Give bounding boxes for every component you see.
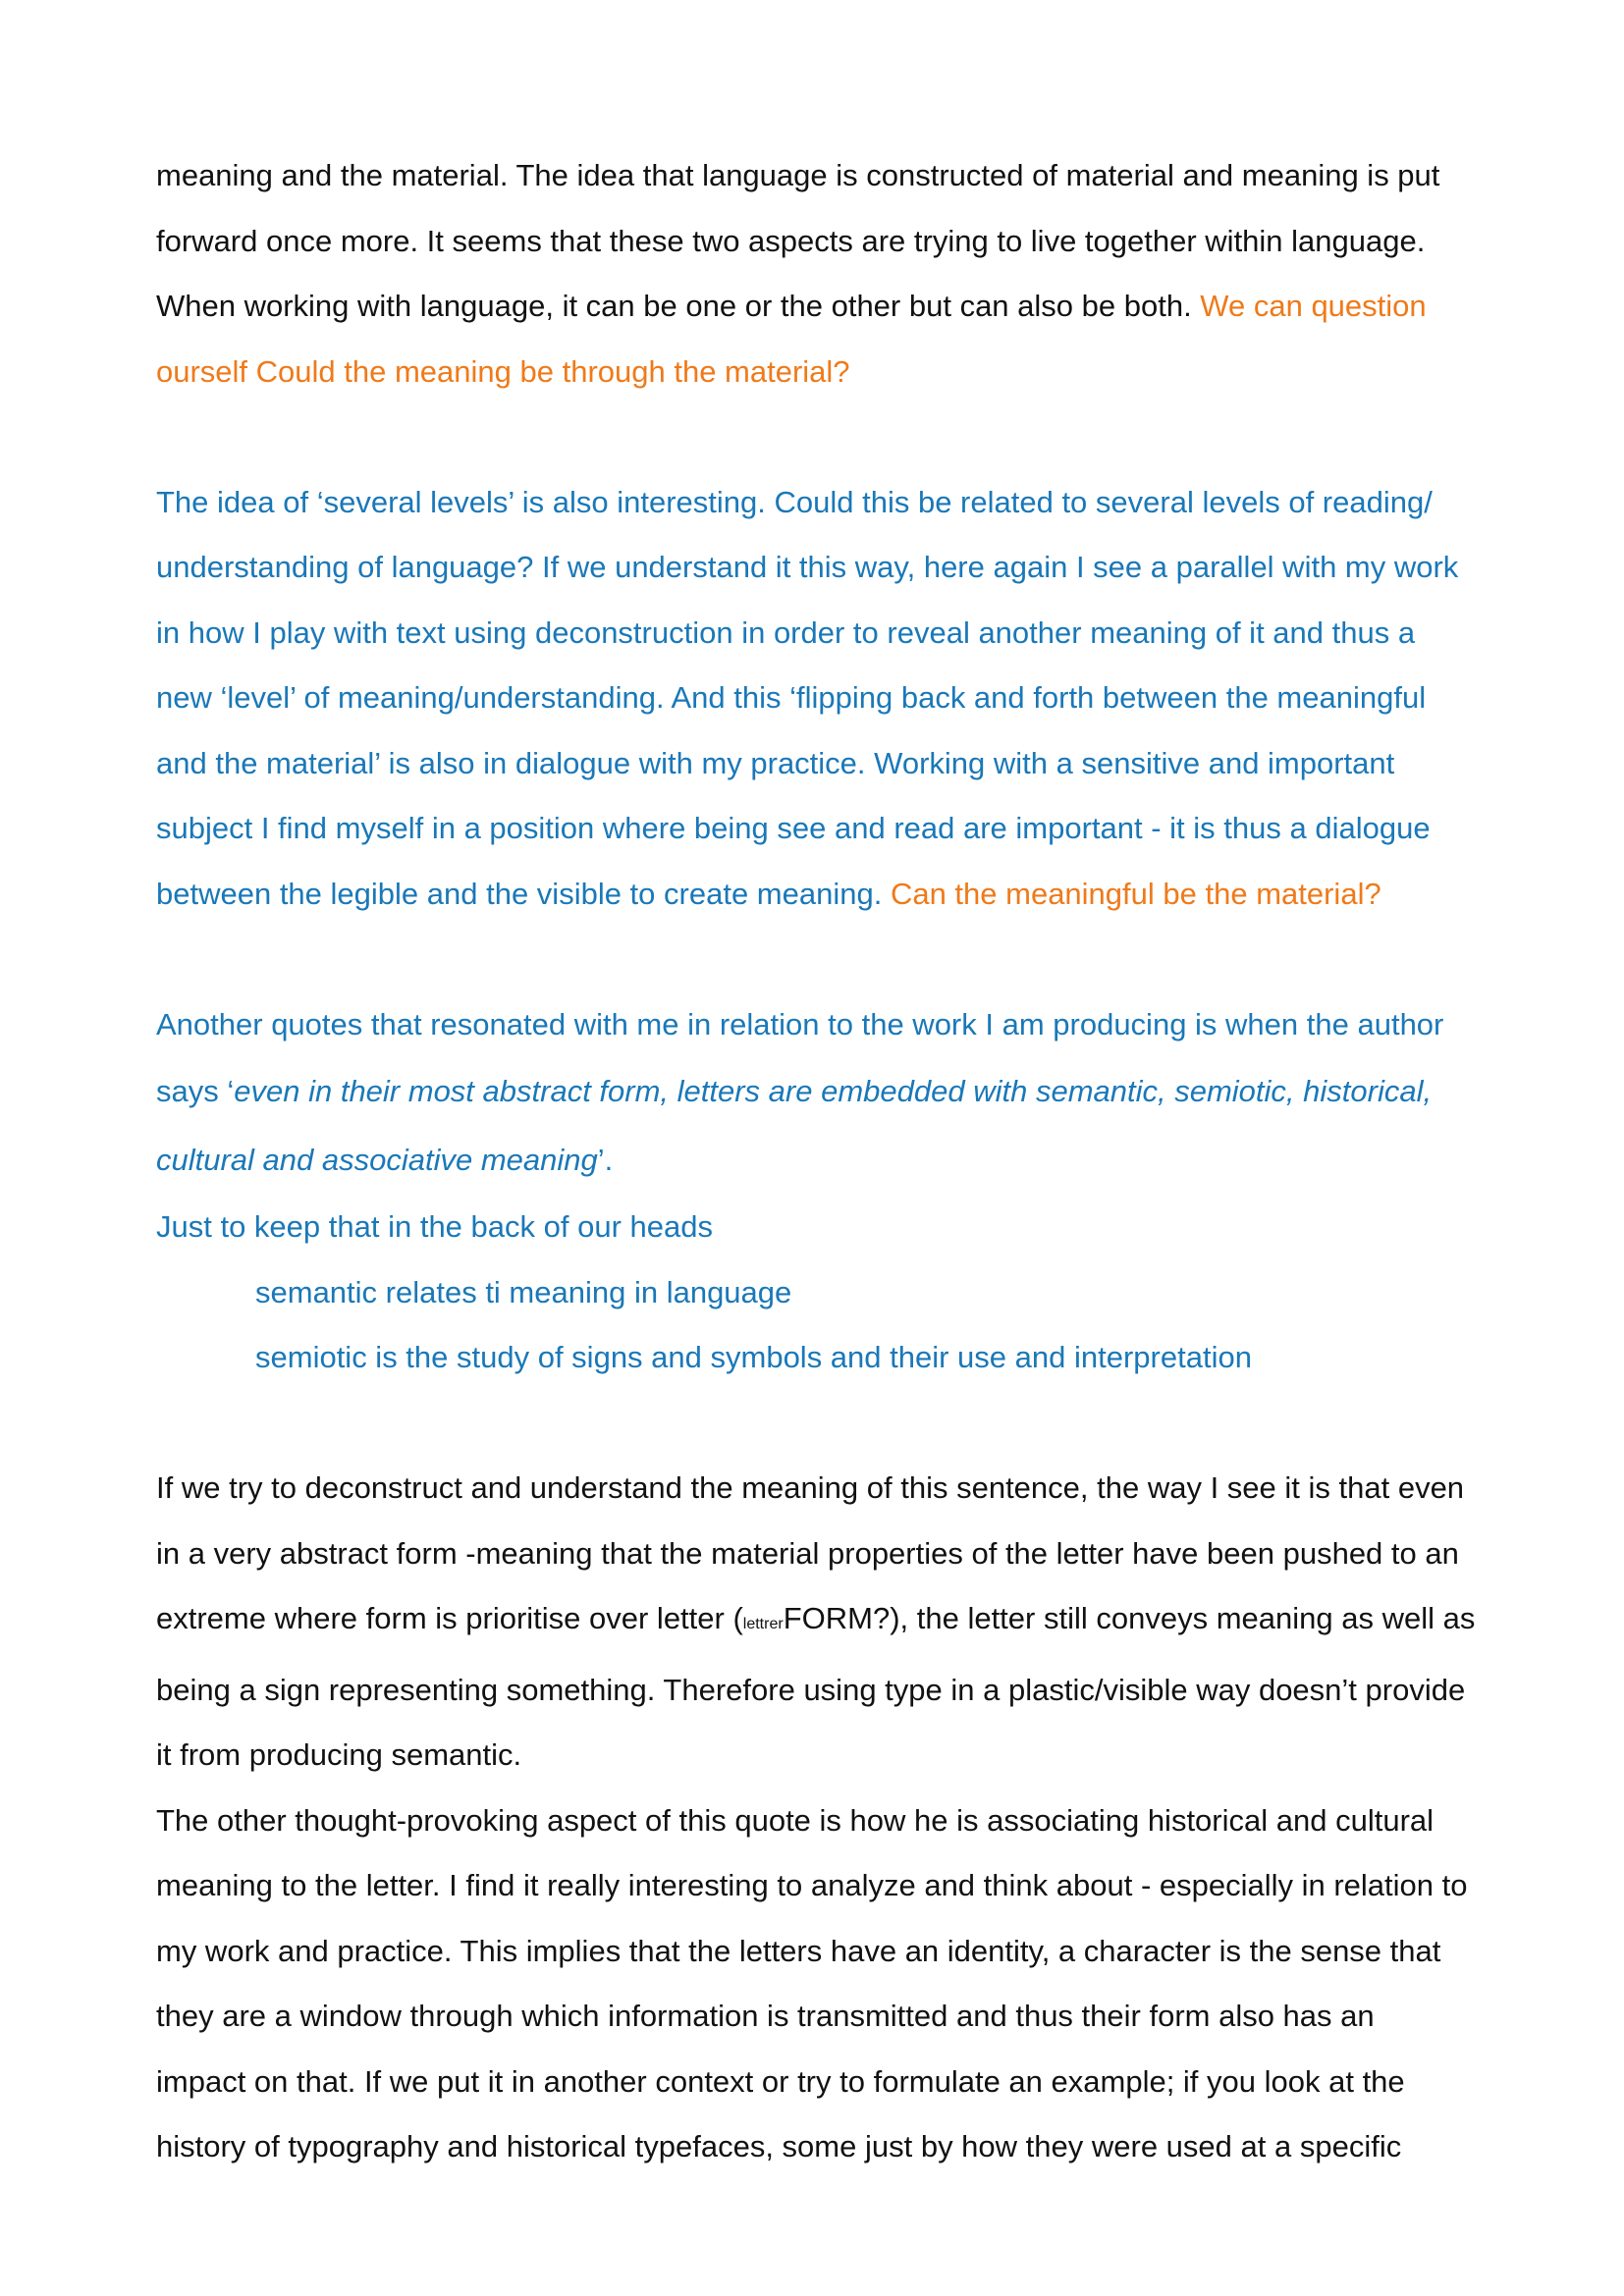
paragraph-material-meaning: [156, 143, 1531, 404]
quote-text: even in their most abstract form, letters are embedded with semantic, semiotic, historical,: [234, 1074, 1433, 1108]
text-run: FORM?), the letter still conveys meaning as well as: [783, 1601, 1476, 1635]
text-line: [156, 1586, 1531, 1658]
text-line: [156, 274, 1531, 340]
text-line: Just to keep that in the back of our heads: [156, 1209, 713, 1244]
definition-line: semiotic is the study of signs and symbols and their use and interpretation: [255, 1340, 1252, 1374]
text-line: and the material’ is also in dialogue with my practice. Working with a sensitive and important: [156, 745, 1395, 780]
text-line: new ‘level’ of meaning/understanding. And this ‘flipping back and forth between the meaningful: [156, 680, 1427, 715]
question-text: We can question: [1200, 289, 1427, 323]
text-line: [156, 862, 1531, 928]
text-line: being a sign representing something. Therefore using type in a plastic/visible way doesn’t provide: [156, 1672, 1466, 1707]
text-run: says ‘: [156, 1074, 235, 1108]
paragraph-quote: [156, 992, 1531, 1391]
text-line: [156, 1126, 1531, 1195]
paragraph-gap: [156, 927, 1531, 992]
text-run: extreme where form is prioritise over letter (: [156, 1601, 743, 1635]
question-text: Can the meaningful be the material?: [890, 876, 1381, 911]
paragraph-gap: [156, 1391, 1531, 1457]
text-line: meaning and the material. The idea that language is constructed of material and meaning is put: [156, 158, 1440, 192]
text-line: history of typography and historical typefaces, some just by how they were used at a specific: [156, 2129, 1402, 2163]
text-line: meaning to the letter. I find it really interesting to analyze and think about - especially in relation to: [156, 1868, 1468, 1902]
text-line: Another quotes that resonated with me in relation to the work I am producing is when the author: [156, 1006, 1444, 1041]
text-line: [156, 1057, 1531, 1126]
definition-line: semantic relates ti meaning in language: [255, 1274, 792, 1309]
text-line: The other thought-provoking aspect of this quote is how he is associating historical and cultural: [156, 1802, 1435, 1838]
text-line: in how I play with text using deconstruction in order to reveal another meaning of it and thus a: [156, 614, 1416, 650]
text-line: The idea of ‘several levels’ is also interesting. Could this be related to several levels of reading/: [156, 484, 1433, 519]
text-line: understanding of language? If we understand it this way, here again I see a parallel with my work: [156, 550, 1459, 584]
small-text: lettrer: [742, 1616, 784, 1632]
text-run: When working with language, it can be one or the other but can also be both.: [156, 289, 1201, 323]
text-line: it from producing semantic.: [156, 1737, 522, 1772]
paragraph-deconstruct: [156, 1456, 1531, 2180]
text-line: If we try to deconstruct and understand the meaning of this sentence, the way I see it is that even: [156, 1470, 1465, 1505]
text-line: impact on that. If we put it in another context or try to formulate an example; if you look at the: [156, 2063, 1405, 2099]
text-line: my work and practice. This implies that the letters have an identity, a character is the sense that: [156, 1933, 1441, 1968]
text-line: in a very abstract form -meaning that the material properties of the letter have been pushed to an: [156, 1535, 1459, 1571]
text-run: ’.: [597, 1143, 614, 1177]
paragraph-gap: [156, 404, 1531, 470]
text-run: between the legible and the visible to create meaning.: [156, 876, 891, 911]
question-text: ourself Could the meaning be through the material?: [156, 353, 850, 389]
text-line: subject I find myself in a position where being see and read are important - it is thus a dialogue: [156, 811, 1431, 845]
paragraph-several-levels: [156, 470, 1531, 928]
document-page: [156, 143, 1531, 2180]
text-line: forward once more. It seems that these two aspects are trying to live together within language.: [156, 223, 1426, 258]
quote-text: cultural and associative meaning: [156, 1143, 598, 1177]
text-line: they are a window through which information is transmitted and thus their form also has an: [156, 1999, 1375, 2033]
